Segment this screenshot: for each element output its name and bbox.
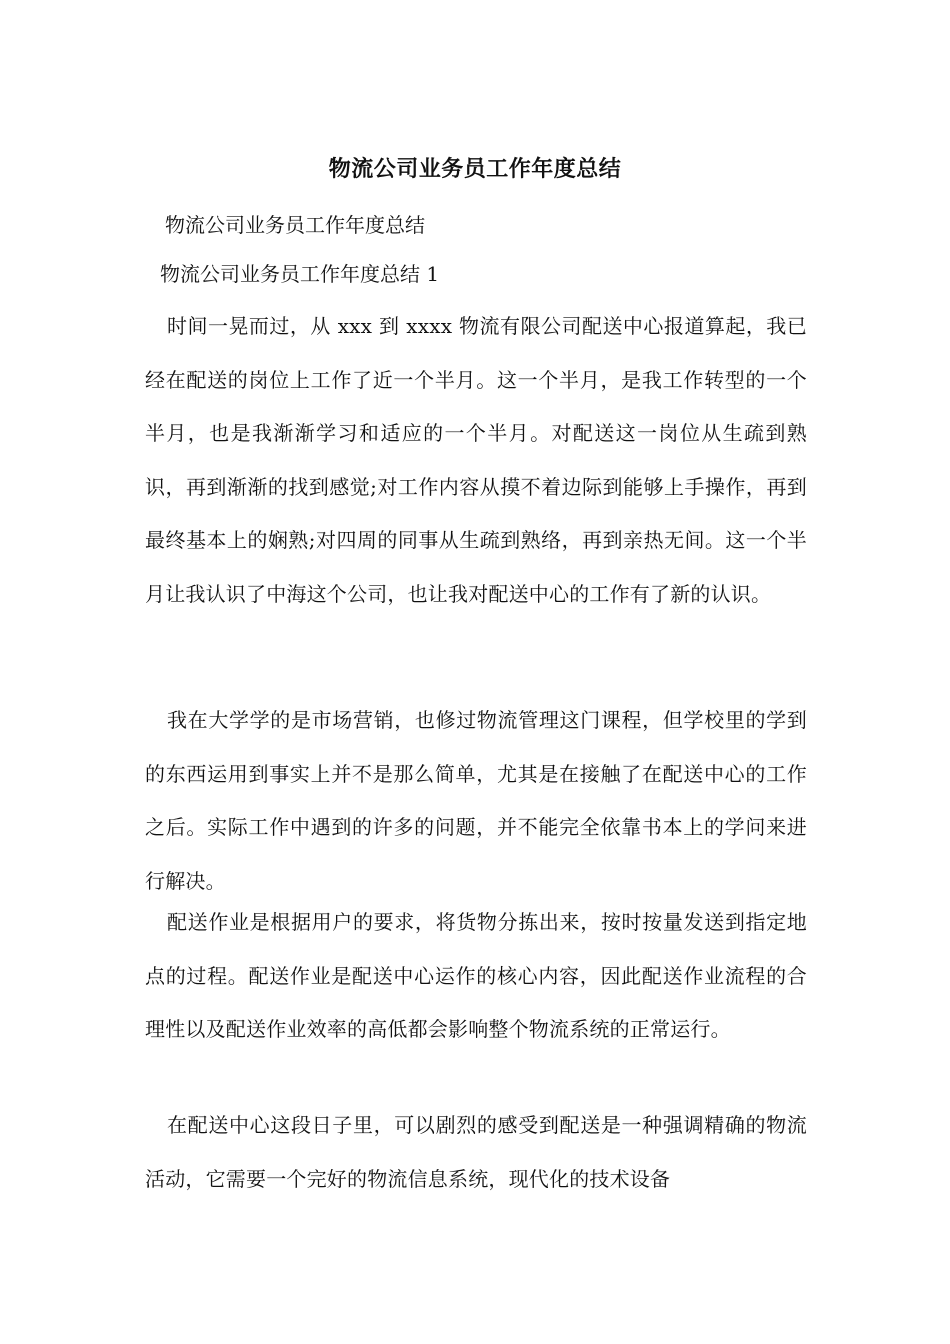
body-paragraph-1: 时间一晃而过，从 xxx 到 xxxx 物流有限公司配送中心报道算起，我已经在配送的岗位上工作了近一个半月。这一个半月，是我工作转型的一个半月，也是我渐渐学习和适应的一个半月。对配送这一岗位从生疏到熟识，再到渐渐的找到感觉;对工作内容从摸不着边际到能够上手操作，再到最终基本上的娴熟;对四周的同事从生疏到熟络，再到亲热无间。这一个半月让我认识了中海这个公司，也让我对配送中心的工作有了新的认识。 — [145, 314, 807, 606]
body-paragraph-3: 配送作业是根据用户的要求，将货物分拣出来，按时按量发送到指定地点的过程。配送作业是配送中心运作的核心内容，因此配送作业流程的合理性以及配送作业效率的高低都会影响整个物流系统的正常运行。 — [145, 910, 807, 1041]
section-heading: 物流公司业务员工作年度总结 1 — [160, 262, 440, 286]
document-title: 物流公司业务员工作年度总结 — [328, 157, 622, 182]
document-subtitle: 物流公司业务员工作年度总结 — [165, 213, 425, 237]
body-paragraph-4: 在配送中心这段日子里，可以剧烈的感受到配送是一种强调精确的物流活动，它需要一个完好的物流信息系统，现代化的技术设备 — [145, 1113, 807, 1191]
body-paragraph-2: 我在大学学的是市场营销，也修过物流管理这门课程，但学校里的学到的东西运用到事实上并不是那么简单，尤其是在接触了在配送中心的工作之后。实际工作中遇到的许多的问题，并不能完全依靠书本上的学问来进行解决。 — [145, 708, 807, 893]
